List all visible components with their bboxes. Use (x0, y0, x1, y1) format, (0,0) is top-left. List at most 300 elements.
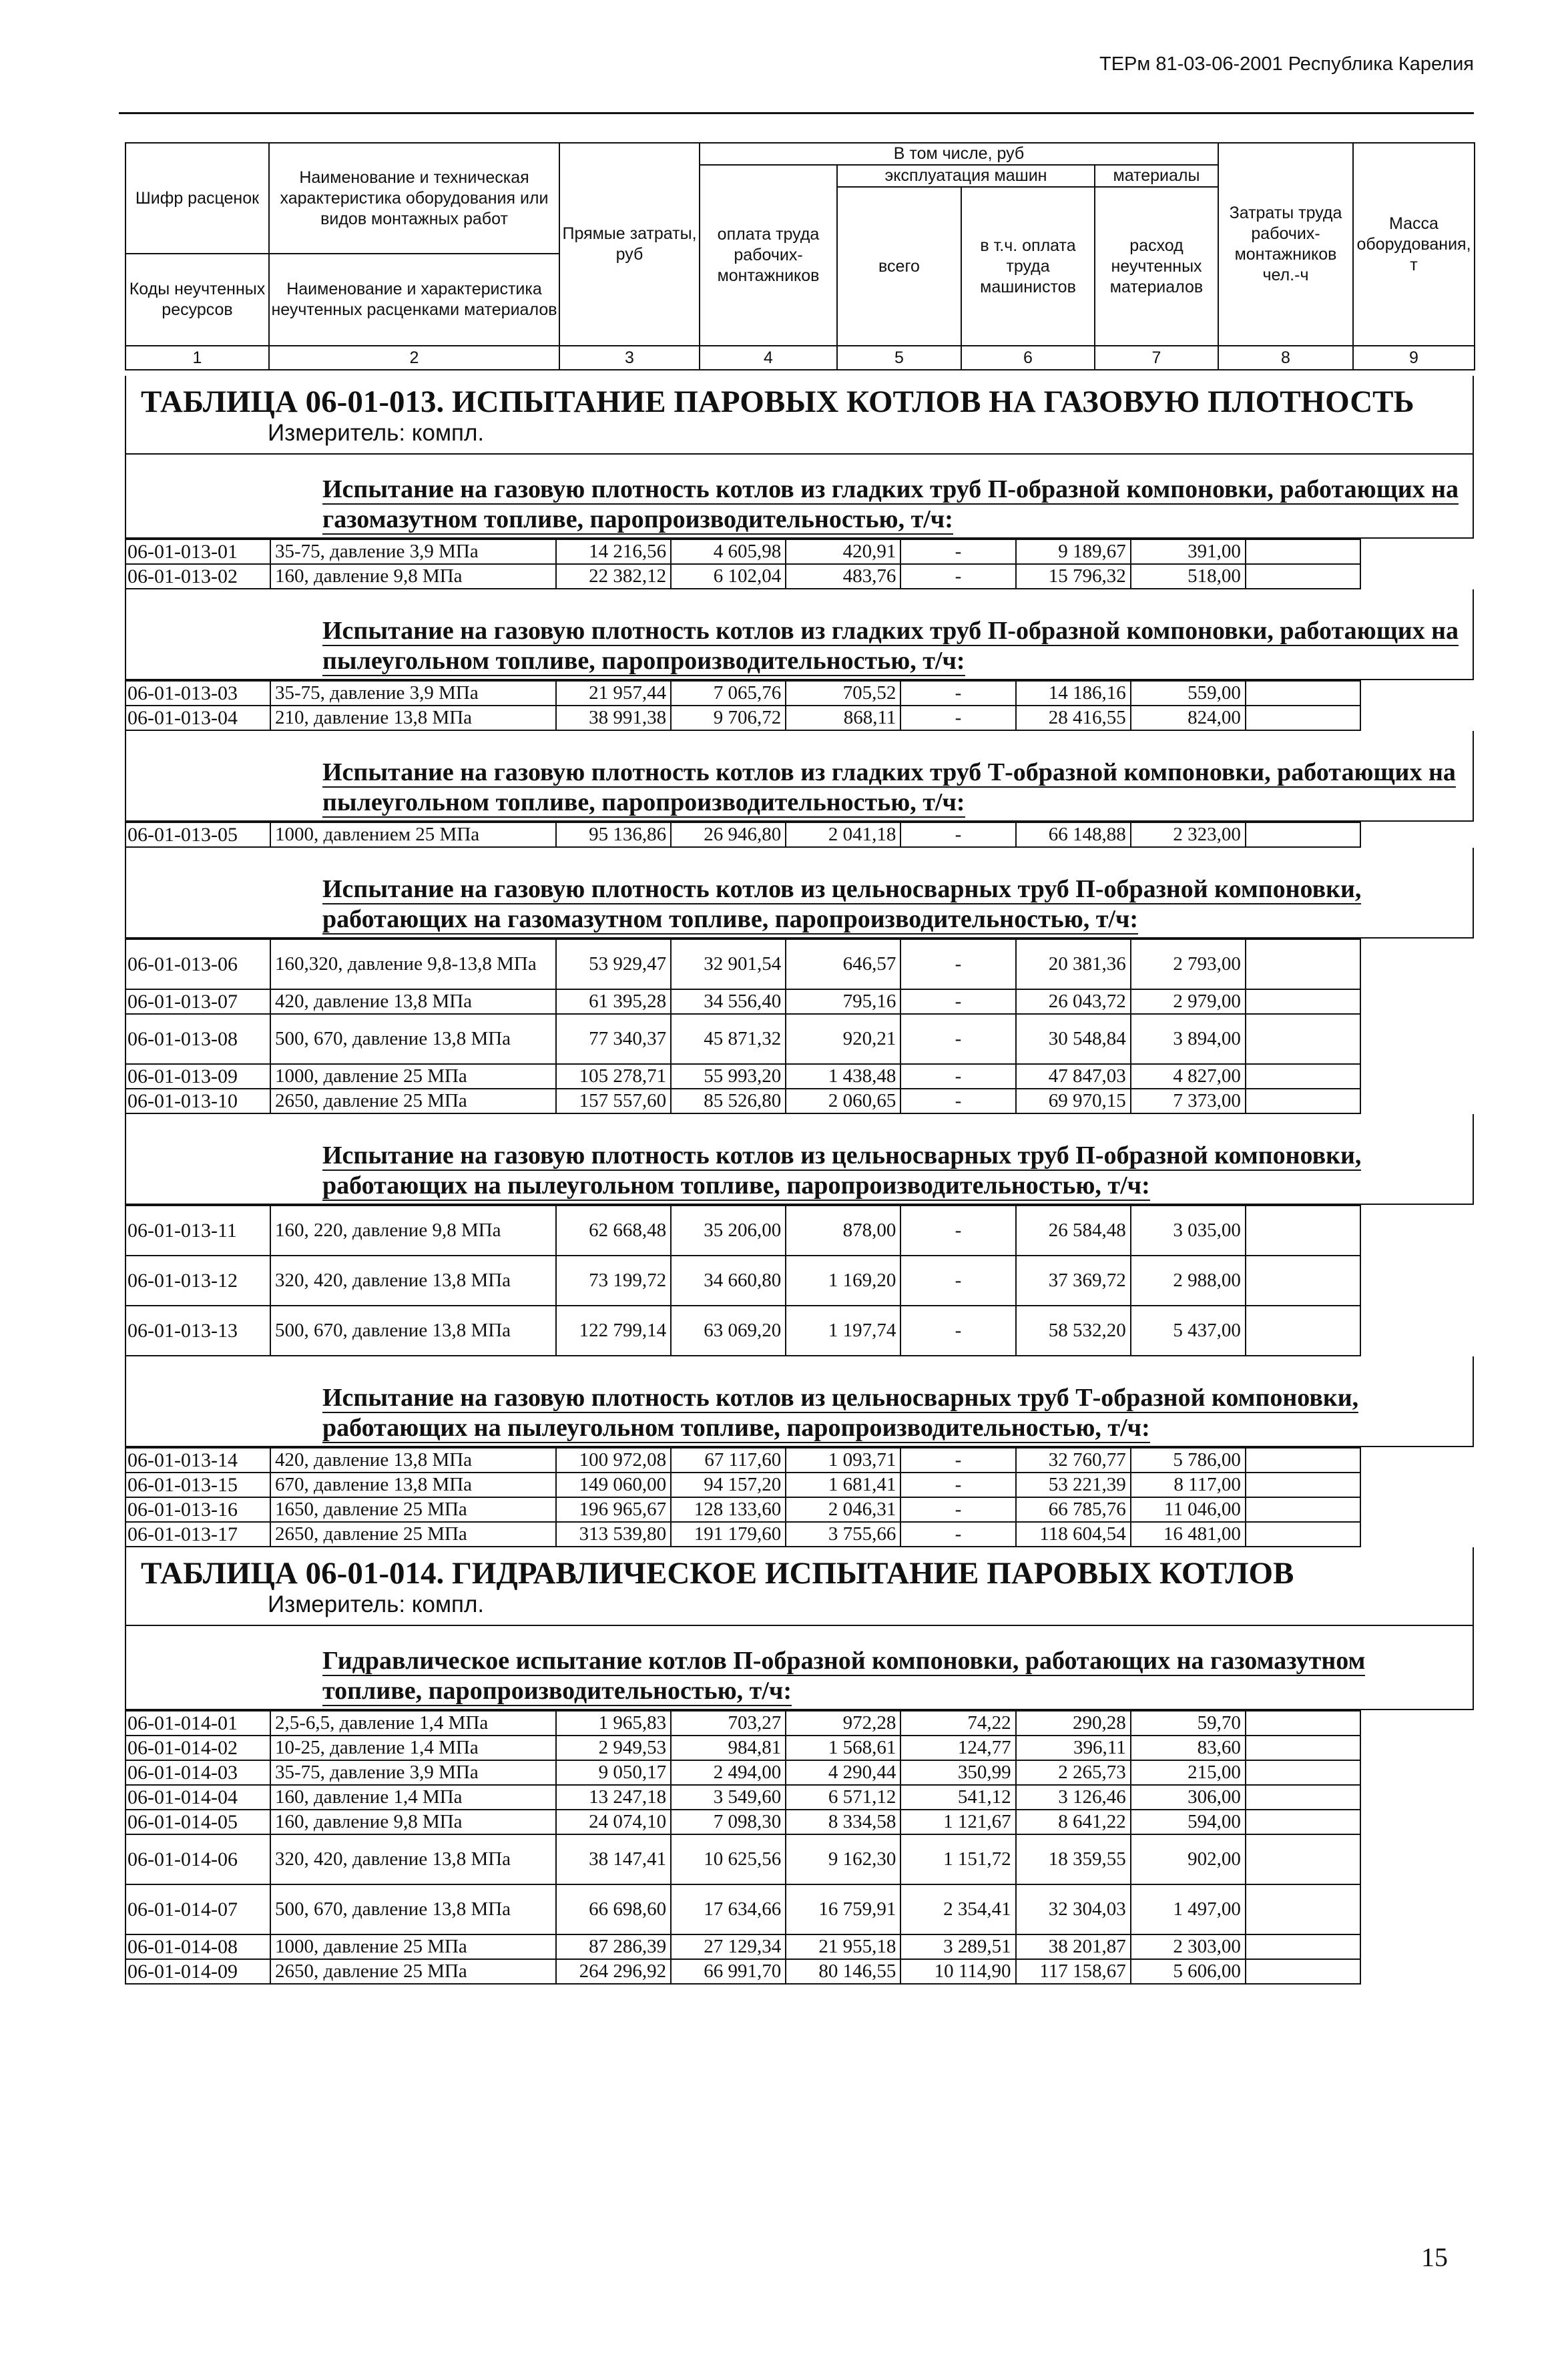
rate-code: 06-01-013-15 (125, 1473, 270, 1497)
col-num-7: 7 (1095, 346, 1218, 370)
col-materials-header: материалы (1095, 165, 1218, 187)
machine-cost: 2 060,65 (786, 1089, 900, 1113)
direct-cost: 313 539,80 (556, 1522, 671, 1547)
labor-pay: 55 993,20 (671, 1064, 786, 1089)
labor-pay: 7 065,76 (671, 681, 786, 706)
group-title (126, 1356, 1473, 1446)
labor-hours: 7 373,00 (1131, 1089, 1246, 1113)
work-name: 2,5-6,5, давление 1,4 МПа (270, 1711, 556, 1736)
machine-cost: 795,16 (786, 989, 900, 1014)
materials-cost: 396,11 (1016, 1736, 1131, 1760)
direct-cost: 24 074,10 (556, 1810, 671, 1834)
table-row (125, 706, 1360, 730)
machine-cost: 420,91 (786, 539, 900, 564)
labor-hours: 83,60 (1131, 1736, 1246, 1760)
direct-cost: 73 199,72 (556, 1256, 671, 1306)
machine-cost: 2 041,18 (786, 822, 900, 847)
machinist-pay: - (900, 681, 1015, 706)
labor-hours: 306,00 (1131, 1785, 1246, 1810)
table-row (125, 539, 1360, 564)
col-direct-header: Прямые затраты, руб (559, 143, 700, 346)
equipment-mass (1246, 989, 1360, 1014)
equipment-mass (1246, 564, 1360, 589)
machine-cost: 1 197,74 (786, 1306, 900, 1356)
direct-cost: 105 278,71 (556, 1064, 671, 1089)
labor-pay: 984,81 (671, 1736, 786, 1760)
equipment-mass (1246, 1711, 1360, 1736)
machinist-pay: - (900, 1497, 1015, 1522)
rate-rows (125, 1447, 1361, 1547)
table-row (125, 1448, 1360, 1473)
work-name: 420, давление 13,8 МПа (270, 1448, 556, 1473)
labor-hours: 5 606,00 (1131, 1959, 1246, 1984)
machinist-pay: - (900, 1522, 1015, 1547)
col-labor-cost-header: Затраты труда рабочих-монтажников чел.-ч (1218, 143, 1353, 346)
equipment-mass (1246, 1884, 1360, 1934)
table-row (125, 989, 1360, 1014)
direct-cost: 9 050,17 (556, 1760, 671, 1785)
rate-code: 06-01-013-06 (125, 939, 270, 989)
work-name: 35-75, давление 3,9 МПа (270, 681, 556, 706)
rate-code: 06-01-013-09 (125, 1064, 270, 1089)
equipment-mass (1246, 939, 1360, 989)
labor-pay: 63 069,20 (671, 1306, 786, 1356)
labor-hours: 594,00 (1131, 1810, 1246, 1834)
machine-cost: 868,11 (786, 706, 900, 730)
table-row (125, 1736, 1360, 1760)
machinist-pay: 2 354,41 (900, 1884, 1015, 1934)
work-name: 160,320, давление 9,8-13,8 МПа (270, 939, 556, 989)
table-row (125, 1014, 1360, 1064)
labor-pay: 17 634,66 (671, 1884, 786, 1934)
machinist-pay: - (900, 1206, 1015, 1256)
machinist-pay: - (900, 1306, 1015, 1356)
rate-rows (125, 822, 1361, 848)
rate-code: 06-01-013-12 (125, 1256, 270, 1306)
group-title-text: Испытание на газовую плотность котлов из цельносварных труб П-образной компоновки, работающих на газомазутном топливе, паропроизводительностью, т/ч: (322, 875, 1362, 933)
work-name: 420, давление 13,8 МПа (270, 989, 556, 1014)
materials-cost: 9 189,67 (1016, 539, 1131, 564)
machinist-pay: 1 121,67 (900, 1810, 1015, 1834)
materials-cost: 32 760,77 (1016, 1448, 1131, 1473)
table-title: ТАБЛИЦА 06-01-014. ГИДРАВЛИЧЕСКОЕ ИСПЫТАНИЕ ПАРОВЫХ КОТЛОВ (141, 1556, 1294, 1591)
table-row (125, 1497, 1360, 1522)
direct-cost: 14 216,56 (556, 539, 671, 564)
labor-pay: 32 901,54 (671, 939, 786, 989)
labor-pay: 94 157,20 (671, 1473, 786, 1497)
rate-code: 06-01-014-06 (125, 1834, 270, 1884)
labor-hours: 5 786,00 (1131, 1448, 1246, 1473)
materials-cost: 8 641,22 (1016, 1810, 1131, 1834)
direct-cost: 13 247,18 (556, 1785, 671, 1810)
rate-code: 06-01-013-17 (125, 1522, 270, 1547)
col-num-5: 5 (837, 346, 961, 370)
materials-cost: 66 148,88 (1016, 822, 1131, 847)
group-title (126, 589, 1473, 679)
machinist-pay: - (900, 1473, 1015, 1497)
rate-code: 06-01-013-14 (125, 1448, 270, 1473)
labor-pay: 191 179,60 (671, 1522, 786, 1547)
work-name: 320, 420, давление 13,8 МПа (270, 1256, 556, 1306)
group-title (126, 731, 1473, 820)
direct-cost: 157 557,60 (556, 1089, 671, 1113)
group-block (125, 589, 1474, 680)
direct-cost: 95 136,86 (556, 822, 671, 847)
rate-code: 06-01-013-11 (125, 1206, 270, 1256)
col-machinists-pay-header: в т.ч. оплата труда машинистов (961, 187, 1095, 346)
machinist-pay: - (900, 1064, 1015, 1089)
price-table-header (125, 376, 1474, 455)
group-title-text: Испытание на газовую плотность котлов из гладких труб П-образной компоновки, работающих на газомазутном топливе, паропроизводительностью, т/ч: (322, 475, 1459, 533)
machinist-pay: 10 114,90 (900, 1959, 1015, 1984)
table-row (125, 1473, 1360, 1497)
machine-cost: 646,57 (786, 939, 900, 989)
equipment-mass (1246, 706, 1360, 730)
equipment-mass (1246, 1522, 1360, 1547)
work-name: 160, давление 1,4 МПа (270, 1785, 556, 1810)
col-num-2: 2 (269, 346, 559, 370)
labor-pay: 85 526,80 (671, 1089, 786, 1113)
materials-cost: 117 158,67 (1016, 1959, 1131, 1984)
group-title-text: Испытание на газовую плотность котлов из гладких труб Т-образной компоновки, работающих на пылеугольном топливе, паропроизводительностью, т/ч: (322, 758, 1456, 816)
direct-cost: 22 382,12 (556, 564, 671, 589)
rate-code: 06-01-013-04 (125, 706, 270, 730)
col-name-sub-header: Наименование и характеристика неучтенных расценками материалов (269, 254, 559, 346)
equipment-mass (1246, 1760, 1360, 1785)
rate-code: 06-01-013-05 (125, 822, 270, 847)
labor-pay: 128 133,60 (671, 1497, 786, 1522)
rate-rows (125, 1710, 1361, 1985)
column-header (125, 142, 1474, 370)
equipment-mass (1246, 1959, 1360, 1984)
machinist-pay: 74,22 (900, 1711, 1015, 1736)
materials-cost: 37 369,72 (1016, 1256, 1131, 1306)
rate-code: 06-01-013-08 (125, 1014, 270, 1064)
col-name-header: Наименование и техническая характеристика оборудования или видов монтажных работ (269, 143, 559, 254)
work-name: 320, 420, давление 13,8 МПа (270, 1834, 556, 1884)
work-name: 10-25, давление 1,4 МПа (270, 1736, 556, 1760)
labor-hours: 11 046,00 (1131, 1497, 1246, 1522)
work-name: 1000, давлением 25 МПа (270, 822, 556, 847)
materials-cost: 26 043,72 (1016, 989, 1131, 1014)
equipment-mass (1246, 1306, 1360, 1356)
rate-code: 06-01-013-02 (125, 564, 270, 589)
direct-cost: 61 395,28 (556, 989, 671, 1014)
rate-code: 06-01-014-04 (125, 1785, 270, 1810)
work-name: 500, 670, давление 13,8 МПа (270, 1014, 556, 1064)
machine-cost: 9 162,30 (786, 1834, 900, 1884)
equipment-mass (1246, 1256, 1360, 1306)
labor-hours: 518,00 (1131, 564, 1246, 589)
labor-pay: 66 991,70 (671, 1959, 786, 1984)
labor-hours: 2 988,00 (1131, 1256, 1246, 1306)
col-mass-header: Масса оборудования, т (1353, 143, 1475, 346)
group-title (126, 1626, 1473, 1709)
equipment-mass (1246, 539, 1360, 564)
rate-rows (125, 539, 1361, 589)
table-row (125, 1884, 1360, 1934)
machinist-pay: - (900, 706, 1015, 730)
group-title (126, 1114, 1473, 1204)
table-row (125, 939, 1360, 989)
group-block (125, 848, 1474, 939)
work-name: 670, давление 13,8 МПа (270, 1473, 556, 1497)
table-row (125, 1089, 1360, 1113)
labor-hours: 59,70 (1131, 1711, 1246, 1736)
machine-cost: 16 759,91 (786, 1884, 900, 1934)
work-name: 35-75, давление 3,9 МПа (270, 1760, 556, 1785)
materials-cost: 32 304,03 (1016, 1884, 1131, 1934)
labor-hours: 559,00 (1131, 681, 1246, 706)
equipment-mass (1246, 681, 1360, 706)
materials-cost: 26 584,48 (1016, 1206, 1131, 1256)
col-code-header: Шифр расценок (125, 143, 269, 254)
labor-pay: 6 102,04 (671, 564, 786, 589)
col-machines-header: эксплуатация машин (837, 165, 1095, 187)
materials-cost: 28 416,55 (1016, 706, 1131, 730)
header-rule (119, 112, 1474, 114)
table-row (125, 822, 1360, 847)
equipment-mass (1246, 1206, 1360, 1256)
col-including-header: В том числе, руб (700, 143, 1218, 165)
direct-cost: 77 340,37 (556, 1014, 671, 1064)
machine-cost: 21 955,18 (786, 1934, 900, 1959)
work-name: 160, давление 9,8 МПа (270, 1810, 556, 1834)
rate-rows (125, 939, 1361, 1114)
col-code-sub-header: Коды неучтенных ресурсов (125, 254, 269, 346)
work-name: 210, давление 13,8 МПа (270, 706, 556, 730)
rate-code: 06-01-014-08 (125, 1934, 270, 1959)
materials-cost: 20 381,36 (1016, 939, 1131, 989)
direct-cost: 38 991,38 (556, 706, 671, 730)
table-row (125, 681, 1360, 706)
work-name: 1000, давление 25 МПа (270, 1064, 556, 1089)
col-num-6: 6 (961, 346, 1095, 370)
col-num-9: 9 (1353, 346, 1475, 370)
direct-cost: 62 668,48 (556, 1206, 671, 1256)
materials-cost: 3 126,46 (1016, 1785, 1131, 1810)
table-row (125, 1306, 1360, 1356)
rate-code: 06-01-013-07 (125, 989, 270, 1014)
labor-pay: 35 206,00 (671, 1206, 786, 1256)
work-name: 1000, давление 25 МПа (270, 1934, 556, 1959)
labor-pay: 703,27 (671, 1711, 786, 1736)
rate-code: 06-01-014-07 (125, 1884, 270, 1934)
machinist-pay: 124,77 (900, 1736, 1015, 1760)
labor-pay: 3 549,60 (671, 1785, 786, 1810)
materials-cost: 18 359,55 (1016, 1834, 1131, 1884)
machinist-pay: - (900, 564, 1015, 589)
table-row (125, 1760, 1360, 1785)
table-row (125, 1064, 1360, 1089)
document-header: ТЕРм 81-03-06-2001 Республика Карелия (1099, 53, 1474, 75)
rate-code: 06-01-014-02 (125, 1736, 270, 1760)
table-row (125, 1959, 1360, 1984)
machine-cost: 705,52 (786, 681, 900, 706)
table-row (125, 1206, 1360, 1256)
direct-cost: 122 799,14 (556, 1306, 671, 1356)
equipment-mass (1246, 1473, 1360, 1497)
equipment-mass (1246, 1736, 1360, 1760)
equipment-mass (1246, 1785, 1360, 1810)
work-name: 160, 220, давление 9,8 МПа (270, 1206, 556, 1256)
rate-code: 06-01-014-09 (125, 1959, 270, 1984)
measure-unit: Измеритель: компл. (268, 420, 485, 446)
machine-cost: 1 438,48 (786, 1064, 900, 1089)
col-num-3: 3 (559, 346, 700, 370)
group-title (126, 848, 1473, 937)
labor-pay: 4 605,98 (671, 539, 786, 564)
labor-hours: 2 979,00 (1131, 989, 1246, 1014)
machine-cost: 483,76 (786, 564, 900, 589)
labor-pay: 26 946,80 (671, 822, 786, 847)
labor-hours: 1 497,00 (1131, 1884, 1246, 1934)
col-machines-total-header: всего (837, 187, 961, 346)
labor-hours: 902,00 (1131, 1834, 1246, 1884)
direct-cost: 53 929,47 (556, 939, 671, 989)
col-num-4: 4 (700, 346, 837, 370)
machinist-pay: - (900, 939, 1015, 989)
machine-cost: 6 571,12 (786, 1785, 900, 1810)
machinist-pay: - (900, 1448, 1015, 1473)
equipment-mass (1246, 1448, 1360, 1473)
work-name: 500, 670, давление 13,8 МПа (270, 1884, 556, 1934)
materials-cost: 47 847,03 (1016, 1064, 1131, 1089)
labor-hours: 3 894,00 (1131, 1014, 1246, 1064)
direct-cost: 264 296,92 (556, 1959, 671, 1984)
measure-unit: Измеритель: компл. (268, 1591, 485, 1617)
machinist-pay: - (900, 539, 1015, 564)
labor-pay: 2 494,00 (671, 1760, 786, 1785)
labor-pay: 27 129,34 (671, 1934, 786, 1959)
machine-cost: 920,21 (786, 1014, 900, 1064)
machine-cost: 1 169,20 (786, 1256, 900, 1306)
work-name: 2650, давление 25 МПа (270, 1522, 556, 1547)
rate-code: 06-01-013-03 (125, 681, 270, 706)
machinist-pay: - (900, 989, 1015, 1014)
group-block (125, 1114, 1474, 1205)
group-title-text: Гидравлическое испытание котлов П-образной компоновки, работающих на газомазутном топливе, паропроизводительностью, т/ч: (322, 1647, 1366, 1705)
page-number: 15 (1421, 2242, 1448, 2272)
machinist-pay: - (900, 1089, 1015, 1113)
direct-cost: 100 972,08 (556, 1448, 671, 1473)
direct-cost: 196 965,67 (556, 1497, 671, 1522)
rate-code: 06-01-014-03 (125, 1760, 270, 1785)
rate-rows (125, 680, 1361, 731)
table-row (125, 1785, 1360, 1810)
labor-hours: 2 793,00 (1131, 939, 1246, 989)
work-name: 35-75, давление 3,9 МПа (270, 539, 556, 564)
labor-pay: 34 556,40 (671, 989, 786, 1014)
labor-pay: 10 625,56 (671, 1834, 786, 1884)
equipment-mass (1246, 1497, 1360, 1522)
table-row (125, 1522, 1360, 1547)
machinist-pay: 350,99 (900, 1760, 1015, 1785)
machine-cost: 8 334,58 (786, 1810, 900, 1834)
rate-code: 06-01-013-13 (125, 1306, 270, 1356)
direct-cost: 21 957,44 (556, 681, 671, 706)
table-row (125, 564, 1360, 589)
group-block (125, 731, 1474, 822)
direct-cost: 66 698,60 (556, 1884, 671, 1934)
equipment-mass (1246, 1064, 1360, 1089)
materials-cost: 58 532,20 (1016, 1306, 1131, 1356)
materials-cost: 15 796,32 (1016, 564, 1131, 589)
machinist-pay: - (900, 1256, 1015, 1306)
labor-hours: 215,00 (1131, 1760, 1246, 1785)
labor-hours: 2 303,00 (1131, 1934, 1246, 1959)
direct-cost: 1 965,83 (556, 1711, 671, 1736)
materials-cost: 290,28 (1016, 1711, 1131, 1736)
labor-hours: 3 035,00 (1131, 1206, 1246, 1256)
labor-pay: 45 871,32 (671, 1014, 786, 1064)
rate-rows (125, 1205, 1361, 1356)
materials-cost: 14 186,16 (1016, 681, 1131, 706)
labor-hours: 8 117,00 (1131, 1473, 1246, 1497)
col-num-8: 8 (1218, 346, 1353, 370)
materials-cost: 69 970,15 (1016, 1089, 1131, 1113)
machinist-pay: 1 151,72 (900, 1834, 1015, 1884)
machine-cost: 3 755,66 (786, 1522, 900, 1547)
price-table-header (125, 1547, 1474, 1626)
col-materials-flow-header: расход неучтенных материалов (1095, 187, 1218, 346)
equipment-mass (1246, 1014, 1360, 1064)
equipment-mass (1246, 1810, 1360, 1834)
table-title: ТАБЛИЦА 06-01-013. ИСПЫТАНИЕ ПАРОВЫХ КОТЛОВ НА ГАЗОВУЮ ПЛОТНОСТЬ (141, 384, 1414, 419)
rate-code: 06-01-014-05 (125, 1810, 270, 1834)
labor-pay: 9 706,72 (671, 706, 786, 730)
labor-pay: 67 117,60 (671, 1448, 786, 1473)
direct-cost: 38 147,41 (556, 1834, 671, 1884)
materials-cost: 53 221,39 (1016, 1473, 1131, 1497)
group-block (125, 1626, 1474, 1710)
labor-pay: 7 098,30 (671, 1810, 786, 1834)
table-row (125, 1834, 1360, 1884)
price-tables (125, 376, 1474, 1985)
work-name: 2650, давление 25 МПа (270, 1089, 556, 1113)
table-row (125, 1810, 1360, 1834)
work-name: 500, 670, давление 13,8 МПа (270, 1306, 556, 1356)
group-block (125, 1356, 1474, 1447)
direct-cost: 87 286,39 (556, 1934, 671, 1959)
machinist-pay: - (900, 1014, 1015, 1064)
col-labor-pay-header: оплата труда рабочих-монтажников (700, 165, 837, 346)
machine-cost: 4 290,44 (786, 1760, 900, 1785)
materials-cost: 30 548,84 (1016, 1014, 1131, 1064)
table-row (125, 1711, 1360, 1736)
labor-hours: 824,00 (1131, 706, 1246, 730)
materials-cost: 118 604,54 (1016, 1522, 1131, 1547)
machine-cost: 878,00 (786, 1206, 900, 1256)
materials-cost: 38 201,87 (1016, 1934, 1131, 1959)
direct-cost: 2 949,53 (556, 1736, 671, 1760)
machinist-pay: 541,12 (900, 1785, 1015, 1810)
table-row (125, 1256, 1360, 1306)
group-title-text: Испытание на газовую плотность котлов из гладких труб П-образной компоновки, работающих на пылеугольном топливе, паропроизводительностью, т/ч: (322, 617, 1459, 675)
work-name: 1650, давление 25 МПа (270, 1497, 556, 1522)
work-name: 2650, давление 25 МПа (270, 1959, 556, 1984)
group-title-text: Испытание на газовую плотность котлов из цельносварных труб П-образной компоновки, работающих на пылеугольном топливе, паропроизводительностью, т/ч: (322, 1141, 1362, 1200)
table-row (125, 1934, 1360, 1959)
labor-pay: 34 660,80 (671, 1256, 786, 1306)
group-title-text: Испытание на газовую плотность котлов из цельносварных труб Т-образной компоновки, работающих на пылеугольном топливе, паропроизводительностью, т/ч: (322, 1384, 1359, 1442)
machine-cost: 2 046,31 (786, 1497, 900, 1522)
rate-code: 06-01-014-01 (125, 1711, 270, 1736)
rate-code: 06-01-013-16 (125, 1497, 270, 1522)
equipment-mass (1246, 822, 1360, 847)
col-num-1: 1 (125, 346, 269, 370)
equipment-mass (1246, 1934, 1360, 1959)
